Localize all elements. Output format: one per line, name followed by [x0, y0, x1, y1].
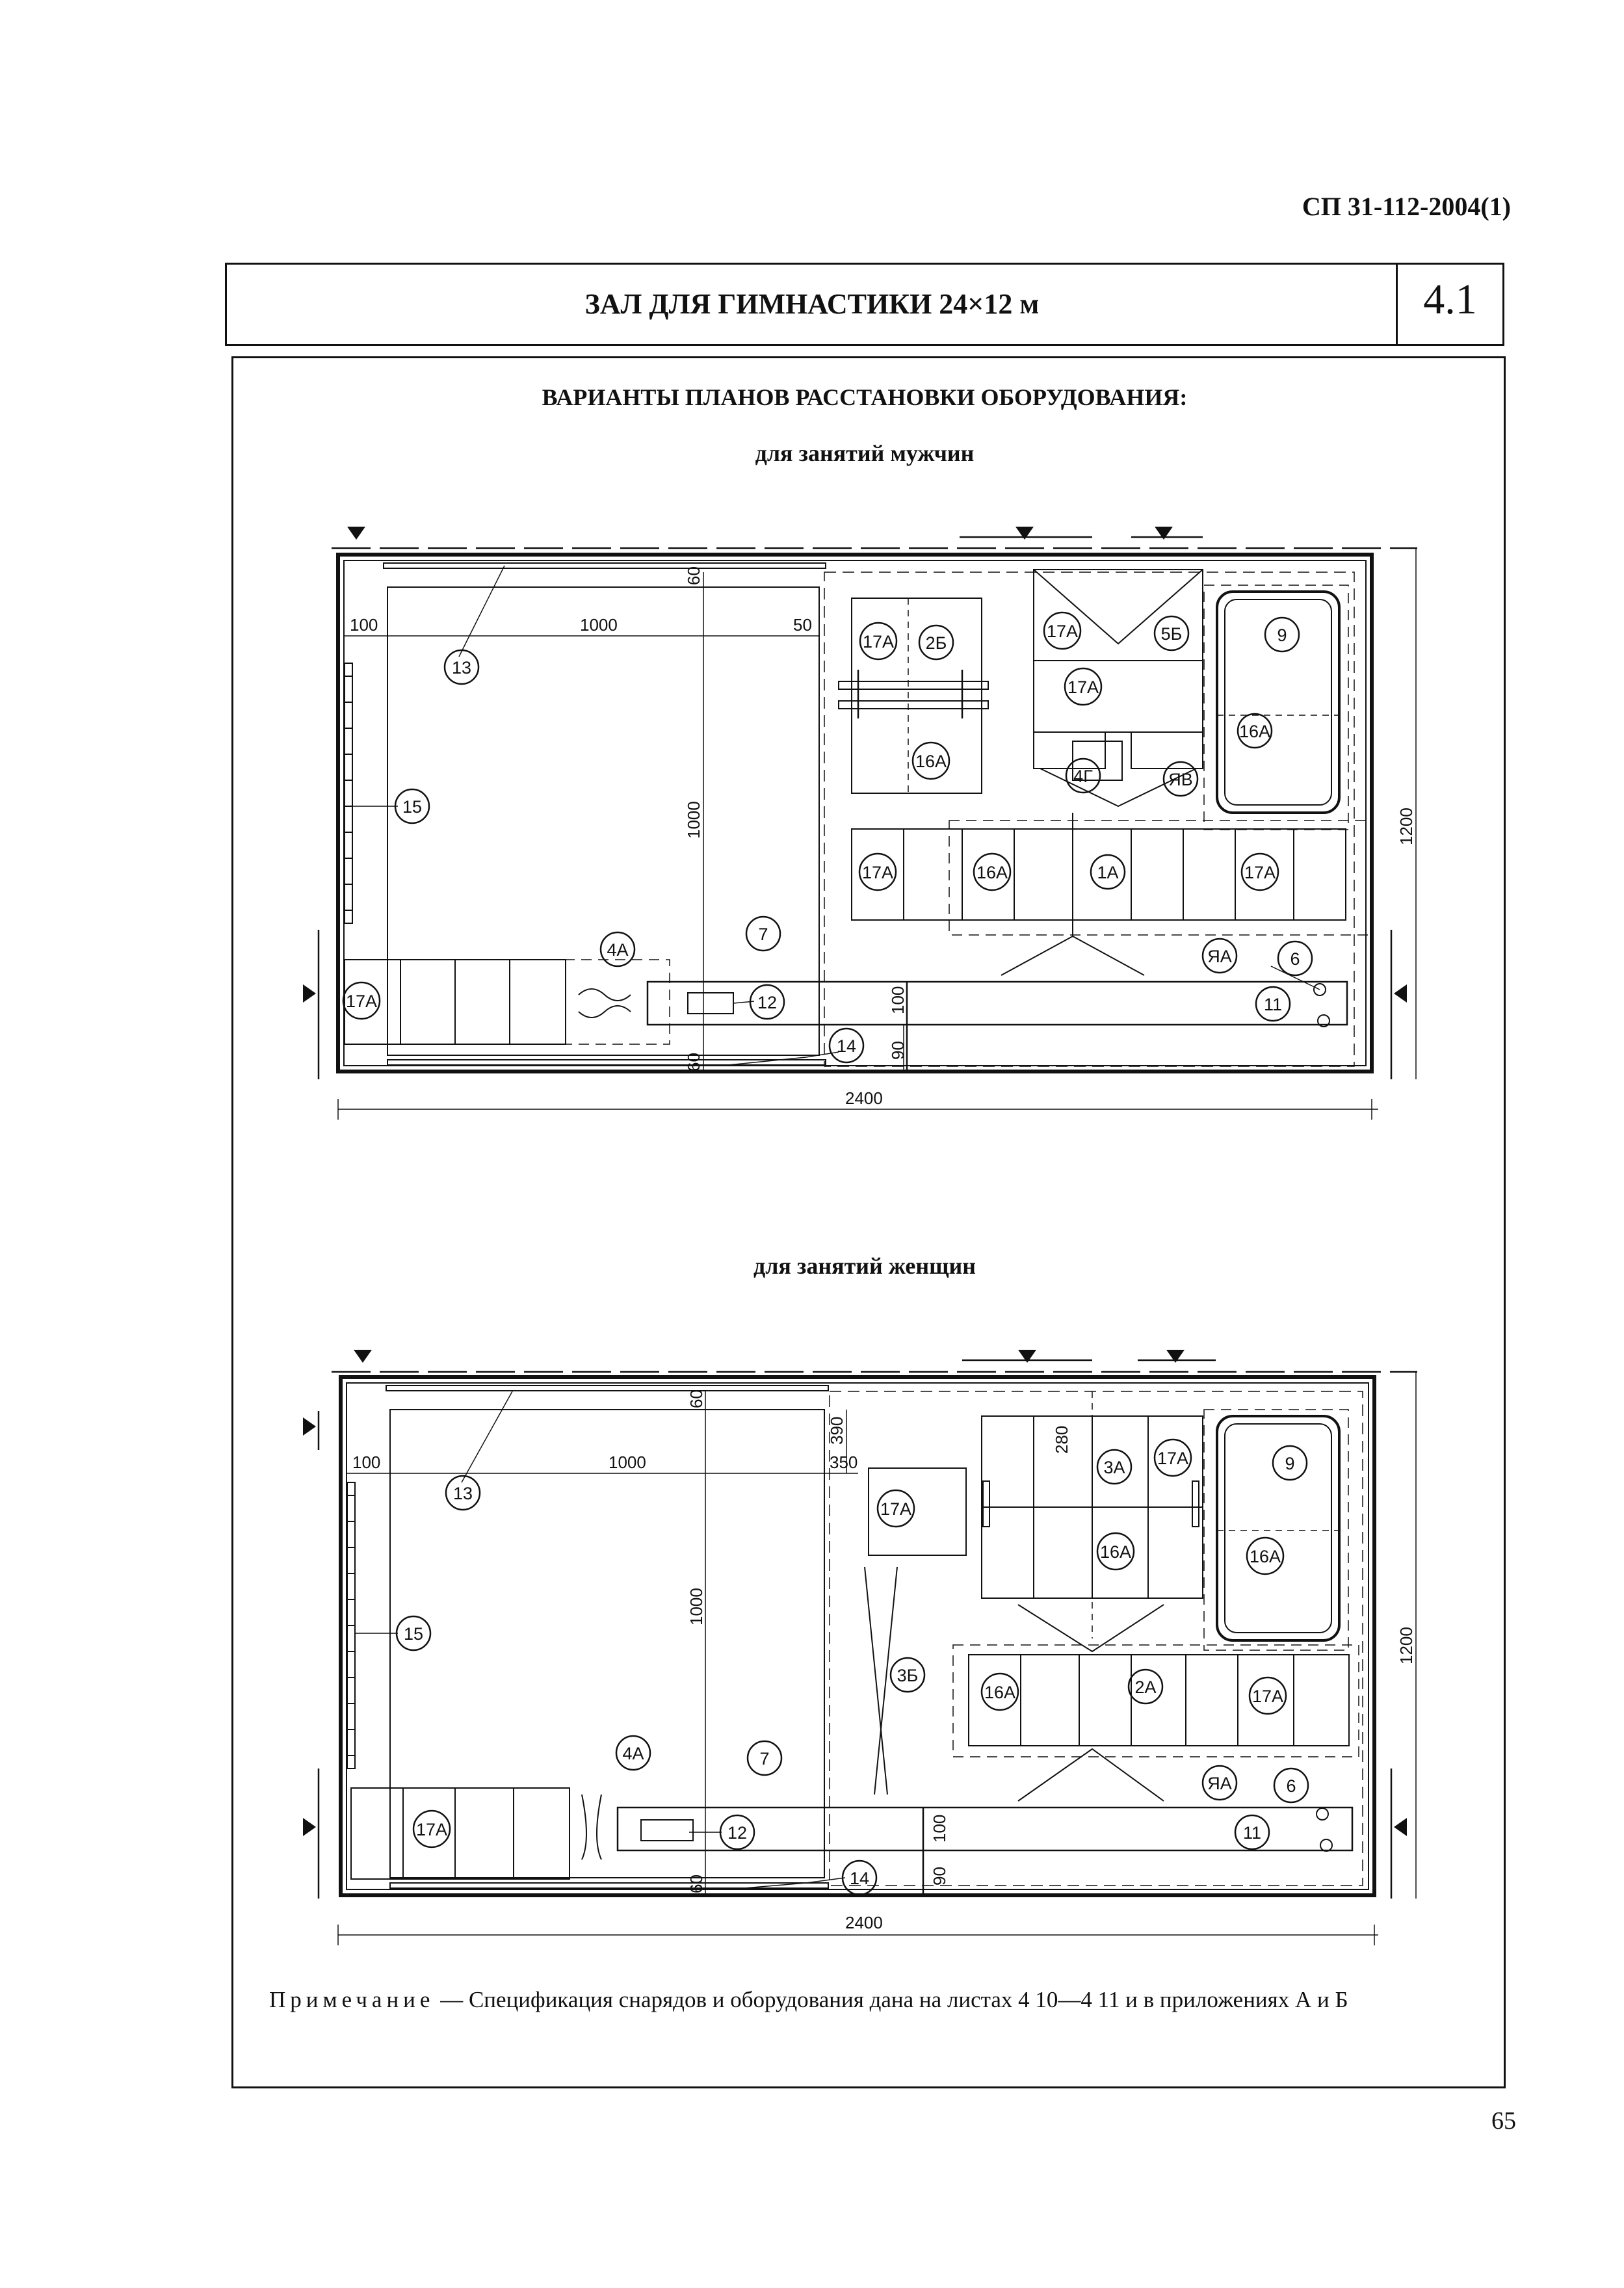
dim-width: 2400: [845, 1913, 883, 1932]
footnote: [269, 1987, 1491, 2013]
marker-15: 15: [402, 797, 423, 817]
marker-6: 6: [1286, 1776, 1296, 1796]
marker-6: 6: [1290, 949, 1300, 969]
dim-bottom: 60: [684, 1053, 703, 1072]
marker-5b: 5Б: [1160, 624, 1183, 644]
marker-17a: 17А: [1251, 1687, 1284, 1706]
marker-14: 14: [849, 1869, 870, 1888]
marker-13: 13: [451, 658, 472, 677]
mats-stack-left: [351, 1788, 570, 1879]
page-number: 65: [1491, 2107, 1516, 2135]
marker-16a: 16А: [976, 863, 1008, 882]
marker-17a: 17А: [345, 992, 378, 1011]
marker-8a: ЯА: [1207, 947, 1232, 966]
marker-16a: 16А: [984, 1683, 1016, 1702]
wall-bars: [347, 1482, 355, 1769]
landing-mats-row: [969, 1655, 1349, 1746]
marker-3b: 3Б: [897, 1666, 919, 1685]
marker-17a: 17А: [1067, 677, 1099, 697]
marker-circles: [343, 612, 1312, 1062]
marker-11: 11: [1263, 995, 1283, 1014]
section-mark: [354, 1350, 372, 1363]
marker-1a: 1А: [1097, 863, 1119, 882]
marker-17a: 17А: [880, 1499, 912, 1519]
marker-12: 12: [727, 1823, 748, 1843]
marker-17a: 17А: [415, 1820, 448, 1839]
marker-17a: 17А: [861, 863, 894, 882]
dim-gap: 350: [830, 1453, 858, 1472]
marker-16a: 16А: [915, 752, 947, 771]
wall-bars: [345, 663, 352, 923]
dim-bottom: 60: [687, 1874, 706, 1893]
marker-12: 12: [757, 993, 778, 1012]
marker-17a: 17А: [1157, 1449, 1189, 1468]
marker-2a: 2А: [1134, 1677, 1157, 1697]
dim-height: 1000: [684, 801, 703, 839]
mirror-top: [384, 563, 826, 568]
dim-height: 1000: [687, 1588, 706, 1625]
footnote-lead: Примечание: [269, 1987, 435, 2012]
dim-left: 100: [352, 1453, 381, 1472]
plan-men-subtitle: для занятий мужчин: [755, 440, 975, 466]
section-title: ВАРИАНТЫ ПЛАНОВ РАССТАНОВКИ ОБОРУДОВАНИЯ:: [542, 384, 1188, 410]
dim-top: 60: [684, 566, 703, 585]
dim-field: 1000: [580, 615, 618, 635]
plan-men: [303, 527, 1417, 1120]
footnote-text: — Спецификация снарядов и оборудования дана на листах 4 10—4 11 и в приложениях А и Б: [434, 1987, 1348, 2012]
marker-8v: ЯВ: [1168, 770, 1193, 789]
foam-pit: [1217, 592, 1339, 813]
marker-17a: 17А: [862, 632, 895, 651]
marker-13: 13: [452, 1484, 473, 1503]
dim-left: 100: [350, 615, 378, 635]
dim-gap: 50: [793, 615, 812, 635]
sheet-number: 4.1: [1423, 276, 1477, 323]
marker-11: 11: [1242, 1823, 1262, 1843]
vault-runway: [648, 982, 1347, 1025]
dim-width: 2400: [845, 1088, 883, 1108]
dim-strip1: 100: [888, 986, 908, 1014]
section-mark: [347, 527, 365, 540]
marker-16a-pit: 16А: [1238, 722, 1271, 741]
marker-3a: 3А: [1103, 1458, 1125, 1477]
mirror-bottom: [387, 1060, 826, 1065]
marker-4g: 4Г: [1073, 767, 1093, 786]
floor-carpet: [387, 587, 819, 1055]
marker-14: 14: [836, 1036, 857, 1056]
marker-17a: 17А: [1244, 863, 1276, 882]
dim-280: 280: [1052, 1425, 1071, 1454]
marker-8a: ЯА: [1207, 1774, 1232, 1793]
marker-7: 7: [758, 925, 768, 944]
dim-field: 1000: [609, 1453, 646, 1472]
dim-strip2: 90: [930, 1867, 949, 1886]
document-code: СП 31-112-2004(1): [1302, 192, 1511, 221]
plan-women-subtitle: для занятий женщин: [753, 1253, 976, 1279]
marker-4a: 4А: [607, 940, 629, 960]
dim-depth: 1200: [1396, 1627, 1416, 1664]
marker-4a: 4А: [622, 1744, 644, 1763]
rings-mats: [1034, 570, 1203, 661]
marker-2b: 2Б: [925, 633, 947, 653]
marker-7: 7: [759, 1749, 770, 1769]
marker-15: 15: [403, 1624, 424, 1644]
dim-strip1: 100: [930, 1814, 949, 1843]
dim-depth: 1200: [1396, 808, 1416, 845]
marker-16a-pit: 16А: [1249, 1547, 1281, 1566]
marker-16a: 16А: [1099, 1542, 1132, 1562]
dim-390: 390: [827, 1416, 846, 1445]
marker-17a: 17А: [1046, 622, 1079, 641]
plan-women: [303, 1350, 1417, 1945]
sheet-title: ЗАЛ ДЛЯ ГИМНАСТИКИ 24×12 м: [584, 288, 1040, 320]
marker-9: 9: [1285, 1454, 1295, 1473]
plan-men-labels: [346, 566, 1416, 1108]
dim-strip2: 90: [888, 1041, 908, 1060]
marker-9: 9: [1277, 625, 1287, 645]
dim-top: 60: [687, 1389, 706, 1408]
